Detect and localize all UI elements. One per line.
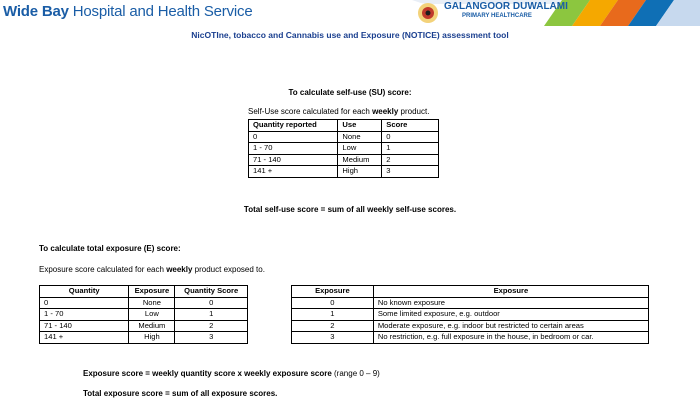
logo-name: GALANGOOR DUWALAMI <box>444 1 568 12</box>
self-use-intro-emphasis: weekly <box>372 107 399 116</box>
cell-quantity: 1 - 70 <box>249 143 338 155</box>
cell-exposure-description: Moderate exposure, e.g. indoor but restricted to certain areas <box>373 320 648 332</box>
exposure-heading: To calculate total exposure (E) score: <box>39 244 181 253</box>
self-use-total: Total self-use score = sum of all weekly self-use scores. <box>243 205 457 214</box>
cell-score: 3 <box>382 166 439 178</box>
page-title: NicOTIne, tobacco and Cannabis use and Exposure (NOTICE) assessment tool <box>191 30 509 40</box>
cell-exposure-level: 3 <box>292 332 374 344</box>
cell-quantity: 141 + <box>249 166 338 178</box>
table-row <box>292 332 649 344</box>
exposure-description-table <box>291 285 649 344</box>
column-header-quantity-score: Quantity Score <box>175 286 248 298</box>
cell-exposure: Medium <box>129 320 175 332</box>
exposure-intro-tail: product exposed to. <box>192 265 265 274</box>
cell-quantity-score: 2 <box>175 320 248 332</box>
exposure-formula <box>83 369 380 378</box>
cell-score: 0 <box>382 131 439 143</box>
column-header-exposure-description: Exposure <box>373 286 648 298</box>
cell-exposure: Low <box>129 309 175 321</box>
cell-exposure: High <box>129 332 175 344</box>
self-use-table <box>248 119 439 178</box>
cell-use: High <box>338 166 382 178</box>
exposure-intro-emphasis: weekly <box>166 265 193 274</box>
table-row <box>292 309 649 321</box>
logo-subtitle: PRIMARY HEALTHCARE <box>462 13 532 19</box>
column-header-exposure: Exposure <box>129 286 175 298</box>
organization-name-bold: Wide Bay <box>3 3 69 20</box>
table-row <box>292 297 649 309</box>
cell-quantity: 0 <box>40 297 129 309</box>
table-row <box>249 154 439 166</box>
cell-exposure: None <box>129 297 175 309</box>
column-header-exposure-level: Exposure <box>292 286 374 298</box>
column-header-use: Use <box>338 120 382 132</box>
organization-name-rest: Hospital and Health Service <box>72 3 253 20</box>
table-row <box>249 143 439 155</box>
table-row <box>249 131 439 143</box>
column-header-score: Score <box>382 120 439 132</box>
cell-quantity: 0 <box>249 131 338 143</box>
table-row <box>40 332 248 344</box>
cell-quantity: 1 - 70 <box>40 309 129 321</box>
aboriginal-emblem-icon <box>418 3 438 23</box>
cell-exposure-description: No known exposure <box>373 297 648 309</box>
self-use-intro <box>248 107 429 116</box>
column-header-quantity: Quantity reported <box>249 120 338 132</box>
table-header-row <box>292 286 649 298</box>
table-header-row <box>249 120 439 132</box>
cell-exposure-level: 1 <box>292 309 374 321</box>
cell-quantity-score: 1 <box>175 309 248 321</box>
cell-score: 2 <box>382 154 439 166</box>
cell-use: Medium <box>338 154 382 166</box>
table-header-row <box>40 286 248 298</box>
self-use-intro-tail: product. <box>398 107 430 116</box>
cell-use: Low <box>338 143 382 155</box>
cell-quantity: 71 - 140 <box>40 320 129 332</box>
cell-quantity: 141 + <box>40 332 129 344</box>
cell-score: 1 <box>382 143 439 155</box>
exposure-intro-text: Exposure score calculated for each <box>39 265 167 274</box>
exposure-intro <box>39 265 265 274</box>
table-row <box>292 320 649 332</box>
cell-quantity-score: 0 <box>175 297 248 309</box>
cell-exposure-level: 2 <box>292 320 374 332</box>
table-row <box>40 320 248 332</box>
column-header-quantity: Quantity <box>40 286 129 298</box>
exposure-formula-range: (range 0 – 9) <box>331 369 380 378</box>
cell-exposure-description: No restriction, e.g. full exposure in the house, in bedroom or car. <box>373 332 648 344</box>
quantity-score-table <box>39 285 248 344</box>
cell-exposure-level: 0 <box>292 297 374 309</box>
organization-name <box>3 3 252 20</box>
cell-use: None <box>338 131 382 143</box>
self-use-intro-text: Self-Use score calculated for each <box>248 107 373 116</box>
table-row <box>249 166 439 178</box>
table-row <box>40 297 248 309</box>
cell-quantity-score: 3 <box>175 332 248 344</box>
self-use-heading: To calculate self-use (SU) score: <box>288 88 412 97</box>
table-row <box>40 309 248 321</box>
exposure-formula-bold: Exposure score = weekly quantity score x weekly exposure score <box>83 369 332 378</box>
cell-exposure-description: Some limited exposure, e.g. outdoor <box>373 309 648 321</box>
exposure-total: Total exposure score = sum of all exposure scores. <box>83 389 278 398</box>
cell-quantity: 71 - 140 <box>249 154 338 166</box>
